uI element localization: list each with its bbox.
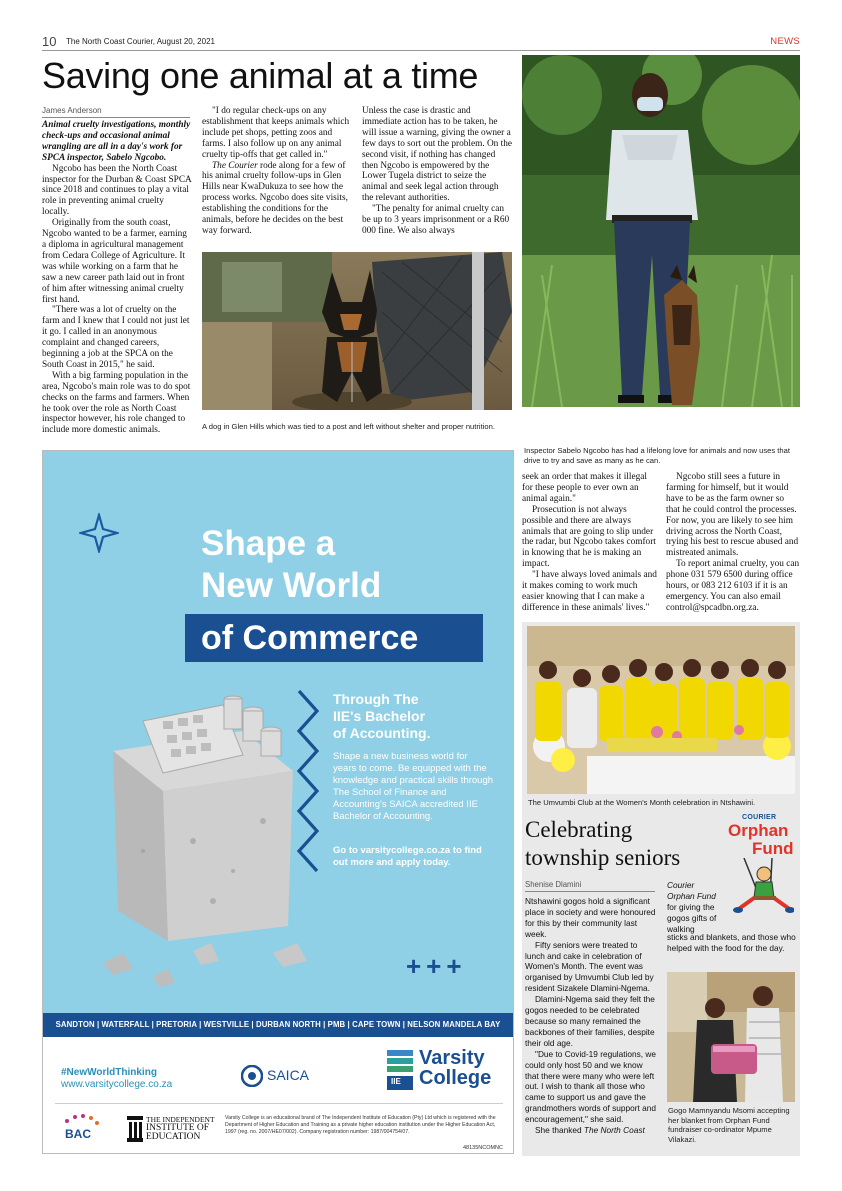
seniors-paragraph: Dlamini-Ngema said they felt the gogos needed to be celebrated because so many remained the backbones of their families, despite their old age. — [525, 994, 655, 1048]
swing-child-icon — [730, 858, 794, 920]
inspector-photo-caption: Inspector Sabelo Ngcobo has had a lifelong love for animals and now uses that drive to try and save as many as he can. — [524, 446, 790, 465]
advert-headline-line1: Shape a — [201, 524, 336, 563]
dog-photo-image — [202, 252, 512, 410]
bac-text: BAC — [65, 1127, 91, 1141]
college-word: College — [419, 1067, 492, 1089]
umvumbi-group-photo — [527, 626, 795, 794]
section-label: NEWS — [770, 36, 800, 47]
page-number: 10 — [42, 34, 57, 49]
iie-line3: EDUCATION — [146, 1132, 201, 1142]
seniors-headline — [525, 816, 725, 872]
orphan-fund-courier: COURIER — [742, 814, 777, 821]
advert-footer-rule — [55, 1103, 503, 1104]
header-rule — [42, 50, 800, 51]
story-column-5 — [666, 472, 800, 614]
seniors-paragraph: Fifty seniors were treated to lunch and cake in celebration of Women's Month. The event was organised by Umvumbi Club led by resident Sizakele Dlamini-Ngema. — [525, 939, 654, 994]
advert-blue-panel — [43, 451, 513, 1013]
inspector-photo-image — [522, 55, 800, 407]
seniors-column-1 — [525, 896, 657, 1136]
story-column-4 — [522, 472, 658, 614]
varsity-college-wordmark — [419, 1048, 491, 1088]
advert-headline — [201, 523, 501, 607]
sparkle-icon — [79, 513, 119, 553]
advert-cta[interactable]: Go to varsitycollege.co.za to find out more and apply today. — [333, 845, 482, 868]
byline-seniors: Shenise Dlamini — [525, 880, 655, 892]
dog-photo — [202, 252, 512, 410]
story-paragraph: Prosecution is not always possible and there are always animals that are going to slip under the radar, but Ngcobo takes comfort in knowing that he is making an impact. — [522, 504, 656, 570]
byline-main: James Anderson — [42, 106, 190, 118]
story-paragraph — [202, 161, 350, 237]
story-paragraph: seek an order that makes it illegal for these people to ever own an animal again." — [522, 472, 647, 504]
advert-hashtag: #NewWorldThinking — [61, 1067, 157, 1078]
varsity-college-advert — [42, 450, 514, 1154]
iie-mark-text: IIE — [391, 1077, 401, 1086]
seniors-italic: The North Coast — [583, 1125, 645, 1136]
advert-body: Shape a new business world for years to come. Be equipped with the knowledge and practical skills through The School of Finance and Accounting's SAICA accredited IIE Bachelor of Accounting. — [333, 751, 494, 822]
lede-paragraph: Animal cruelty investigations, monthly check-ups and occasional animal wrangling are all in a day's work for SPCA inspector, Sabelo Ngcobo. — [42, 120, 191, 163]
story-paragraph: Ngcobo still sees a future in farming for himself, but it would have to be as the farm owner so that he could control the processes. For now, you are likely to see him driving across the North Coast, trying his best to rescue abused and mistreated animals. — [666, 472, 799, 559]
seniors-paragraph: "Due to Covid-19 regulations, we could only host 50 and we know that there were many who were left out. I wish to thank all those who came to support us and gave the grandmothers words of support and encouragement," she said. — [525, 1048, 657, 1125]
story-text: rode along for a few of his animal cruelty follow-ups in Glen Hills near KwaDukuza to see how the process works. Ngcobo does site visits, establishing the conditions for the animals, before he decides on the best way forward. — [202, 160, 348, 236]
saica-text: SAICA — [267, 1067, 310, 1083]
story-paragraph: Unless the case is drastic and immediate action has to be taken, he will issue a warning, giving the owner a few days to sort out the problem. On the second visit, if nothing has changed then Ngcobo is empowered by the Lower Tugela district to seize the animal and seek legal action through the relevant authorities. — [362, 106, 512, 204]
seniors-text: for giving the gogos gifts of walking — [667, 901, 717, 934]
bac-logo — [59, 1113, 99, 1143]
advert-website[interactable]: www.varsitycollege.co.za — [61, 1079, 173, 1090]
saica-emblem-icon — [241, 1065, 263, 1087]
advert-sub-line2: IIE's Bachelor — [333, 708, 426, 724]
gogo-blanket-photo — [667, 972, 795, 1102]
varsity-word: Varsity — [419, 1047, 485, 1069]
story-column-2 — [202, 106, 350, 237]
advert-subheadline — [333, 691, 503, 742]
dog-photo-caption: A dog in Glen Hills which was tied to a post and left without shelter and proper nutrition. — [202, 422, 495, 431]
advert-headline-line2: New World — [201, 566, 382, 605]
advert-plus-signs: +++ — [406, 951, 467, 981]
seniors-paragraph: Ntshawini gogos hold a significant place in society and were honoured for this by their community last week. — [525, 896, 656, 939]
orphan-fund-orphan: Orphan — [728, 821, 789, 840]
iie-logo — [127, 1115, 219, 1143]
iie-line2: INSTITUTE OF — [146, 1123, 210, 1133]
paper-date: The North Coast Courier, August 20, 2021 — [66, 37, 215, 46]
story-paragraph: Ngcobo has been the North Coast inspector for the Durban & Coast SPCA since 2018 and continues to play a vital role in preventing animal cruelty locally. — [42, 163, 192, 218]
iie-line1: THE INDEPENDENT — [146, 1115, 215, 1124]
courier-italic: The Courier — [212, 160, 258, 171]
main-headline: Saving one animal at a time — [42, 55, 479, 96]
gogo-blanket-image — [667, 972, 795, 1102]
orphan-fund-logo — [726, 814, 798, 920]
varsity-college-logo — [387, 1048, 499, 1094]
seniors-paragraph — [525, 1125, 657, 1136]
seniors-italic: Orphan Fund — [667, 890, 716, 901]
umvumbi-group-image — [527, 626, 795, 794]
story-paragraph: To report animal cruelty, you can phone 031 579 6500 during office hours, or 083 212 6103 if it is an emergency. You can also email control@spcadbn.org.za. — [666, 559, 800, 613]
orphan-fund-fund: Fund — [752, 839, 794, 858]
story-paragraph: Originally from the south coast, Ngcobo wanted to be a farmer, earning a diploma in agricultural management from Cedara College of Agriculture. It was while working on a farm that he saw a new career path laid out in front of him after witnessing animal cruelty first hand. — [42, 218, 187, 305]
calculator-block-image — [93, 691, 323, 991]
iie-building-icon — [127, 1116, 143, 1142]
story-column-3 — [362, 106, 512, 246]
seniors-italic: Courier — [667, 880, 695, 890]
seniors-text: She thanked — [535, 1125, 584, 1136]
advert-code: 48135NCOMNC — [462, 1145, 503, 1151]
story-paragraph: "I have always loved animals and it makes coming to work much easier knowing that I can make a difference in these animals' lives." — [522, 570, 657, 613]
advert-headline-banner: of Commerce — [185, 614, 483, 662]
gogo-photo-caption: Gogo Mamnyandu Msomi accepting her blanket from Orphan Fund fundraiser co-ordinator Mpume Vilakazi. — [668, 1106, 790, 1144]
iie-wordmark — [146, 1115, 215, 1142]
seniors-headline-line1: Celebrating — [525, 817, 633, 842]
inspector-photo — [522, 55, 800, 407]
seniors-continuation: sticks and blankets, and those who helped with the food for the day. — [667, 932, 796, 953]
saica-logo — [241, 1063, 321, 1095]
page-header — [42, 34, 800, 50]
seniors-column-2 — [667, 880, 731, 935]
advert-campus-strip: SANDTON | WATERFALL | PRETORIA | WESTVILLE | DURBAN NORTH | PMB | CAPE TOWN | NELSON MANDELA BAY — [43, 1013, 513, 1037]
story-paragraph: "The penalty for animal cruelty can be up to 3 years imprisonment or a R60 000 fine. We also always — [362, 204, 510, 236]
story-column-1 — [42, 120, 192, 436]
seniors-headline-line2: township seniors — [525, 845, 681, 870]
group-photo-caption: The Umvumbi Club at the Women's Month celebration in Ntshawini. — [528, 798, 756, 807]
story-paragraph: "There was a lot of cruelty on the farm and I knew that I could not just let it go. I called in an anonymous complaint and changed careers, beginning a job at the SPCA on the South Coast in 2015," he said. — [42, 305, 190, 370]
story-paragraph: With a big farming population in the area, Ngcobo's main role was to do spot checks on the farms and farmers. When he took over the role as North Coast inspector however, his role changed to include more domestic animals. — [42, 370, 191, 436]
advert-sub-line1: Through The — [333, 691, 419, 707]
advert-sub-line3: of Accounting. — [333, 725, 431, 741]
story-paragraph: "I do regular check-ups on any establishment that keeps animals which include pet shops, petting zoos and farms. I also follow up on any animal cruelty tip-offs that get called in." — [202, 106, 350, 160]
advert-legal-text: Varsity College is an educational brand of The Independent Institute of Education (Pty) Ltd which is registered with the Department of Higher Education and Training as a private higher education institution under the Higher Education Act, 1997 (reg. no. 2007/HE07/002). Company registration number: 1987/004754/07. — [225, 1115, 496, 1135]
